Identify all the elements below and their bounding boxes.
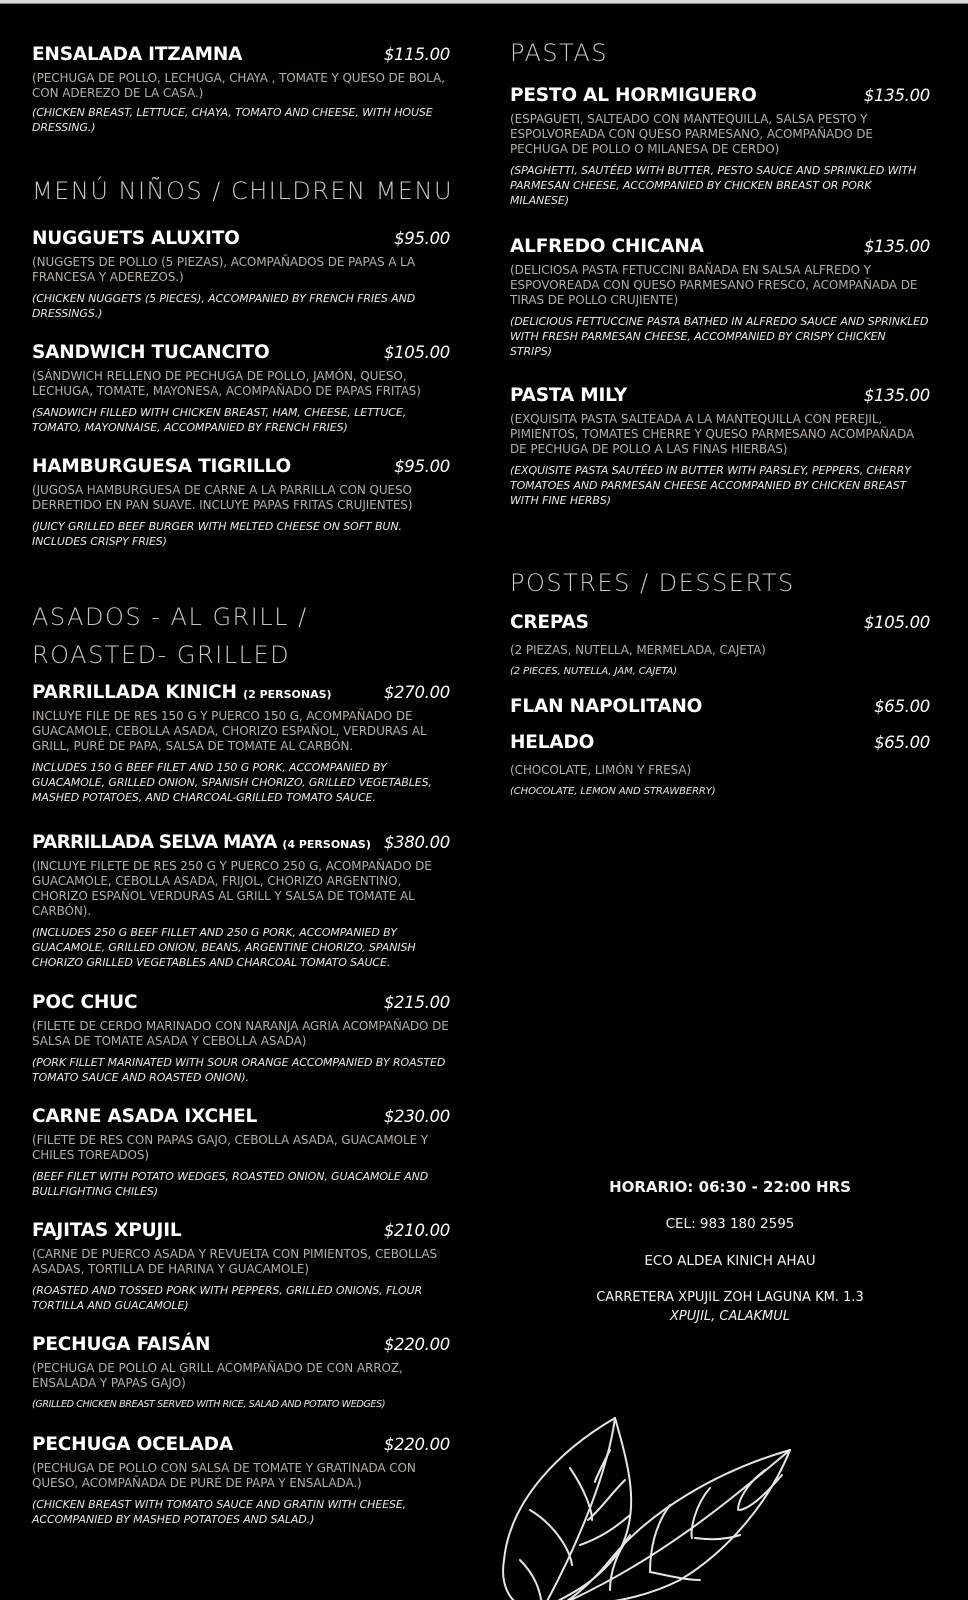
item-description-en: (DELICIOUS FETTUCCINE PASTA BATHED IN ALFREDO SAUCE AND SPRINKLED WITH FRESH PARMESAN CHEESE, ACCOMPANIED BY CRISPY CHICKEN STRIPS) [510, 315, 929, 358]
section-title-grill-line2: ROASTED- GRILLED [32, 641, 291, 669]
item-description-en: (BEEF FILET WITH POTATO WEDGES, ROASTED ONION, GUACAMOLE AND BULLFIGHTING CHILES) [32, 1170, 429, 1198]
item-description-en: (GRILLED CHICKEN BREAST SERVED WITH RICE, SALAD AND POTATO WEDGES) [32, 1399, 386, 1410]
item-persons: (4 PERSONAS) [282, 838, 371, 851]
item-description-es: (FILETE DE CERDO MARINADO CON NARANJA AGRIA ACOMPAÑADO DE SALSA DE TOMATE ASADA Y CEBOLLA ASADA) [32, 1019, 449, 1048]
item-description-en: INCLUDES 150 G BEEF FILET AND 150 G PORK, ACCOMPANIED BY GUACAMOLE, GRILLED ONION, SPANISH CHORIZO, GRILLED VEGETABLES, MASHED POTATOES, AND CHARCOAL-GRILLED TOMATO SAUCE. [32, 761, 432, 804]
item-price: $270.00 [383, 683, 450, 702]
item-price: $210.00 [383, 1221, 450, 1240]
item-name-wrap [32, 682, 332, 703]
item-description-es: (CARNE DE PUERCO ASADA Y REVUELTA CON PIMIENTOS, CEBOLLAS ASADAS, TORTILLA DE HARINA Y GUACAMOLE) [32, 1247, 438, 1276]
item-name: PARRILLADA KINICH [32, 682, 237, 703]
section-title-desserts: POSTRES / DESSERTS [510, 569, 795, 597]
section-title-children-menu: MENÚ NIÑOS / CHILDREN MENU [32, 177, 454, 205]
phone-number: CEL: 983 180 2595 [665, 1216, 795, 1232]
menu-item-pechuga-faisan [32, 1334, 450, 1412]
menu-item-carne-asada-ixchel [32, 1106, 450, 1199]
item-name: PECHUGA OCELADA [32, 1434, 233, 1455]
item-description-es: (ESPAGUETI, SALTEADO CON MANTEQUILLA, SALSA PESTO Y ESPOLVOREADA CON QUESO PARMESANO, ACOMPAÑADO DE PECHUGA DE POLLO O MILANESA DE CERDO) [510, 112, 873, 156]
item-name: SANDWICH TUCANCITO [32, 342, 270, 363]
menu-item-parrillada-kinich [32, 682, 450, 805]
item-price: $135.00 [863, 386, 930, 405]
item-name: HAMBURGUESA TIGRILLO [32, 456, 291, 477]
item-price: $115.00 [383, 45, 450, 64]
menu-item-poc-chuc [32, 992, 450, 1085]
item-description-en: (CHICKEN NUGGETS (5 PIECES), ACCOMPANIED BY FRENCH FRIES AND DRESSINGS.) [32, 292, 416, 320]
section-title-pastas: PASTAS [510, 39, 609, 67]
item-price: $105.00 [383, 343, 450, 362]
leaf-outline-icon [500, 1410, 800, 1600]
item-description-es: (PECHUGA DE POLLO, LECHUGA, CHAYA , TOMATE Y QUESO DE BOLA, CON ADEREZO DE LA CASA.) [32, 71, 445, 100]
item-name: CARNE ASADA IXCHEL [32, 1106, 258, 1127]
item-name: FLAN NAPOLITANO [510, 696, 703, 717]
menu-item-nugguets-aluxito [32, 228, 450, 321]
item-name: NUGGUETS ALUXITO [32, 228, 240, 249]
item-price: $215.00 [383, 993, 450, 1012]
item-description-en: (PORK FILLET MARINATED WITH SOUR ORANGE ACCOMPANIED BY ROASTED TOMATO SAUCE AND ROASTED ONION). [32, 1056, 446, 1084]
item-price: $220.00 [383, 1435, 450, 1454]
item-name: PASTA MILY [510, 385, 628, 406]
item-description-en: (ROASTED AND TOSSED PORK WITH PEPPERS, GRILLED ONIONS, FLOUR TORTILLA AND GUACAMOLE) [32, 1284, 423, 1312]
item-name: POC CHUC [32, 992, 138, 1013]
item-description-en: (SPAGHETTI, SAUTÉED WITH BUTTER, PESTO SAUCE AND SPRINKLED WITH PARMESAN CHEESE, ACCOMPANIED BY CHICKEN BREAST OR PORK MILANESE) [510, 164, 917, 207]
menu-item-pechuga-ocelada [32, 1434, 450, 1527]
item-price: $230.00 [383, 1107, 450, 1126]
item-description-es: (DELICIOSA PASTA FETUCCINI BAÑADA EN SALSA ALFREDO Y ESPOVOREADA CON QUESO PARMESANO FRESCO, ACOMPAÑADA DE TIRAS DE POLLO CRUJIENTE) [510, 263, 918, 307]
item-name: ENSALADA ITZAMNA [32, 44, 243, 65]
item-description-es: (JUGOSA HAMBURGUESA DE CARNE A LA PARRILLA CON QUESO DERRETIDO EN PAN SUAVE. INCLUYE PAPAS FRITAS CRUJIENTES) [32, 483, 413, 512]
section-title-grill-line1: ASADOS - AL GRILL / [32, 603, 308, 631]
menu-item-ensalada-itzamna [32, 44, 450, 135]
item-name: PESTO AL HORMIGUERO [510, 85, 757, 106]
menu-item-sandwich-tucancito [32, 342, 450, 435]
item-description-en: (CHICKEN BREAST WITH TOMATO SAUCE AND GRATIN WITH CHEESE, ACCOMPANIED BY MASHED POTATOES AND SALAD.) [32, 1498, 407, 1526]
item-price: $220.00 [383, 1335, 450, 1354]
item-description-es: (INCLUYE FILETE DE RES 250 G Y PUERCO 250 G, ACOMPAÑADO DE GUACAMOLE, CEBOLLA ASADA, FRIJOL, CHORIZO ARGENTINO, CHORIZO ESPAÑOL VERDURAS AL GRILL Y SALSA DE TOMATE AL CARBÓN). [32, 859, 432, 918]
contact-info [560, 0, 900, 1600]
item-name: CREPAS [510, 612, 589, 633]
menu-item-hamburguesa-tigrillo [32, 456, 450, 549]
venue-name: ECO ALDEA KINICH AHAU [644, 1253, 816, 1269]
item-description-en: (CHICKEN BREAST, LETTUCE, CHAYA, TOMATO AND CHEESE, WITH HOUSE DRESSING.) [32, 106, 433, 134]
item-price: $135.00 [863, 237, 930, 256]
item-name-wrap [32, 832, 371, 853]
item-description-es: (NUGGETS DE POLLO (5 PIEZAS), ACOMPAÑADOS DE PAPAS A LA FRANCESA Y ADEREZOS.) [32, 255, 416, 284]
item-description-es: (EXQUISITA PASTA SALTEADA A LA MANTEQUILLA CON PEREJIL, PIMIENTOS, TOMATES CHERRE Y QUESO PARMESANO ACOMPAÑADA DE PECHUGA DE POLLO A LAS FINAS HIERBAS) [510, 412, 915, 456]
item-price: $105.00 [863, 613, 930, 632]
item-description-es: INCLUYE FILE DE RES 150 G Y PUERCO 150 G, ACOMPAÑADO DE GUACAMOLE, CEBOLLA ASADA, CHORIZO ESPAÑOL, VERDURAS AL GRILL, PURÉ DE PAPA, SALSA DE TOMATE AL CARBÓN. [32, 709, 427, 753]
item-name: FAJITAS XPUJIL [32, 1220, 182, 1241]
menu-item-fajitas-xpujil [32, 1220, 450, 1313]
address: CARRETERA XPUJIL ZOH LAGUNA KM. 1.3 [596, 1290, 864, 1305]
item-description-en: (EXQUISITE PASTA SAUTÉED IN BUTTER WITH PARSLEY, PEPPERS, CHERRY TOMATOES AND PARMESAN CHEESE ACCOMPANIED BY CHICKEN BREAST WITH FINE HERBS) [510, 464, 911, 507]
item-price: $380.00 [383, 833, 450, 852]
item-description-en: (CHOCOLATE, LEMON AND STRAWBERRY) [510, 786, 716, 797]
opening-hours: HORARIO: 06:30 - 22:00 HRS [609, 1178, 851, 1196]
item-price: $65.00 [874, 697, 930, 716]
item-price: $95.00 [394, 229, 450, 248]
item-price: $95.00 [394, 457, 450, 476]
item-description-es: (FILETE DE RES CON PAPAS GAJO, CEBOLLA ASADA, GUACAMOLE Y CHILES TOREADOS) [32, 1133, 429, 1162]
item-description-en: (INCLUDES 250 G BEEF FILLET AND 250 G PORK, ACCOMPANIED BY GUACAMOLE, GRILLED ONION, BEANS, ARGENTINE CHORIZO, SPANISH CHORIZO GRILLED VEGETABLES AND CHARCOAL TOMATO SAUCE. [32, 926, 416, 969]
menu-item-parrillada-selva-maya [32, 832, 450, 970]
item-description-es: (PECHUGA DE POLLO AL GRILL ACOMPAÑADO DE CON ARROZ, ENSALADA Y PAPAS GAJO) [32, 1361, 403, 1390]
item-description-en: (2 PIECES, NUTELLA, JAM, CAJETA) [510, 666, 678, 677]
item-name: PECHUGA FAISÁN [32, 1334, 211, 1355]
item-name: ALFREDO CHICANA [510, 236, 704, 257]
item-description-es: (2 PIEZAS, NUTELLA, MERMELADA, CAJETA) [510, 643, 766, 657]
item-name: PARRILLADA SELVA MAYA [32, 832, 277, 853]
item-description-es: (CHOCOLATE, LIMÓN Y FRESA) [510, 763, 692, 777]
item-price: $135.00 [863, 86, 930, 105]
item-description-en: (SANDWICH FILLED WITH CHICKEN BREAST, HAM, CHEESE, LETTUCE, TOMATO, MAYONNAISE, ACCOMPANIED BY FRENCH FRIES) [32, 406, 407, 434]
item-persons: (2 PERSONAS) [243, 688, 332, 701]
item-name: HELADO [510, 732, 595, 753]
city: XPUJIL, CALAKMUL [669, 1309, 791, 1324]
item-description-en: (JUICY GRILLED BEEF BURGER WITH MELTED CHEESE ON SOFT BUN. INCLUDES CRISPY FRIES) [32, 520, 402, 548]
item-description-es: (SÁNDWICH RELLENO DE PECHUGA DE POLLO, JAMÓN, QUESO, LECHUGA, TOMATE, MAYONESA, ACOMPAÑADO DE PAPAS FRITAS) [32, 369, 421, 398]
item-price: $65.00 [874, 733, 930, 752]
item-description-es: (PECHUGA DE POLLO CON SALSA DE TOMATE Y GRATINADA CON QUESO, ACOMPAÑADA DE PURÉ DE PAPA Y ENSALADA.) [32, 1461, 416, 1490]
